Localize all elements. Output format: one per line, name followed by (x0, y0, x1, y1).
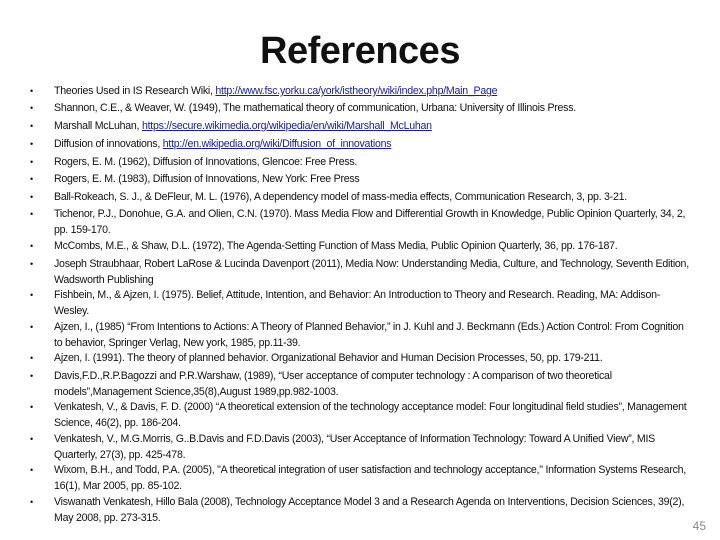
reference-text: Diffusion of innovations, (54, 138, 163, 150)
bullet-icon: • (30, 209, 33, 219)
reference-link[interactable]: http://en.wikipedia.org/wiki/Diffusion_of_innovations (162, 138, 392, 150)
reference-text: Rogers, E. M. (1983), Diffusion of Innovations, New York: Free Press (54, 173, 360, 185)
bullet-icon: • (30, 103, 33, 113)
bullet-icon: • (30, 465, 33, 475)
bullet-icon: • (30, 371, 33, 381)
reference-link[interactable]: http://www.fsc.yorku.ca/york/istheory/wiki/index.php/Main_Page (215, 85, 498, 97)
bullet-icon: • (30, 86, 33, 96)
reference-text: Joseph Straubhaar, Robert LaRose & Lucinda Davenport (2011), Media Now: Understanding Media, Culture, and Technology, Seventh Edition, Wadsworth Publishing (54, 258, 689, 286)
reference-text: Tichenor, P.J., Donohue, G.A. and Olien, C.N. (1970). Mass Media Flow and Differential Growth in Knowledge, Public Opinion Quarterly, 34, 2, pp. 159-170. (54, 208, 686, 236)
bullet-icon: • (30, 157, 33, 167)
bullet-icon: • (30, 174, 33, 184)
bullet-icon: • (30, 322, 33, 332)
reference-text: Venkatesh, V., & Davis, F. D. (2000) “A theoretical extension of the technology acceptance model: Four longitudinal field studies”, Management Science, 46(2), pp. 186-204. (54, 401, 687, 429)
reference-text: McCombs, M.E., & Shaw, D.L. (1972), The Agenda-Setting Function of Mass Media, Public Opinion Quarterly, 36, pp. 176-187. (54, 240, 618, 252)
bullet-icon: • (30, 497, 33, 507)
reference-text: Ajzen, I. (1991). The theory of planned behavior. Organizational Behavior and Human Decision Processes, 50, pp. 179-211. (54, 352, 603, 364)
bullet-icon: • (30, 290, 33, 300)
bullet-icon: • (30, 402, 33, 412)
bullet-icon: • (30, 434, 33, 444)
bullet-icon: • (30, 139, 33, 149)
reference-text: Fishbein, M., & Ajzen, I. (1975). Belief, Attitude, Intention, and Behavior: An Introduction to Theory and Research. Reading, MA: Addison-Wesley. (54, 289, 661, 317)
page-number: 45 (692, 519, 706, 533)
reference-text: Shannon, C.E., & Weaver, W. (1949), The mathematical theory of communication, Urbana: University of Illinois Press. (54, 102, 576, 114)
bullet-icon: • (30, 259, 33, 269)
bullet-icon: • (30, 241, 33, 251)
reference-text: Davis,F.D.,R.P.Bagozzi and P.R.Warshaw, (1989), “User acceptance of computer technology : A comparison of two theoretical models”,Management Science,35(8),August 1989,pp.982-1003. (54, 370, 612, 398)
reference-text: Rogers, E. M. (1962), Diffusion of Innovations, Glencoe: Free Press. (54, 156, 358, 168)
reference-link[interactable]: https://secure.wikimedia.org/wikipedia/en/wiki/Marshall_McLuhan (141, 120, 432, 132)
reference-text: Ball-Rokeach, S. J., & DeFleur, M. L. (1976), A dependency model of mass-media effects, Communication Research, 3, pp. 3-21. (54, 191, 627, 203)
reference-text: Marshall McLuhan, (54, 120, 142, 132)
bullet-icon: • (30, 192, 33, 202)
slide-title: References (260, 30, 460, 72)
bullet-icon: • (30, 353, 33, 363)
reference-text: Viswanath Venkatesh, Hillo Bala (2008), Technology Acceptance Model 3 and a Research Agenda on Interventions, Decision Sciences, 39(2), May 2008, pp. 273-315. (54, 496, 685, 524)
reference-text: Venkatesh, V., M.G.Morris, G..B.Davis and F.D.Davis (2003), “User Acceptance of Information Technology: Toward A Unified View”, MIS Quarterly, 27(3), pp. 425-478. (54, 433, 655, 461)
bullet-icon: • (30, 121, 33, 131)
reference-text: Wixom, B.H., and Todd, P.A. (2005), "A theoretical integration of user satisfaction and technology acceptance," Information Systems Research, 16(1), Mar 2005, pp. 85-102. (54, 464, 686, 492)
reference-text: Ajzen, I., (1985) “From Intentions to Actions: A Theory of Planned Behavior,” in J. Kuhl and J. Beckmann (Eds.) Action Control: From Cognition to behavior, Springer Verlag, New york, 1985, pp.11-39. (54, 321, 684, 349)
reference-text: Theories Used in IS Research Wiki, (54, 85, 216, 97)
